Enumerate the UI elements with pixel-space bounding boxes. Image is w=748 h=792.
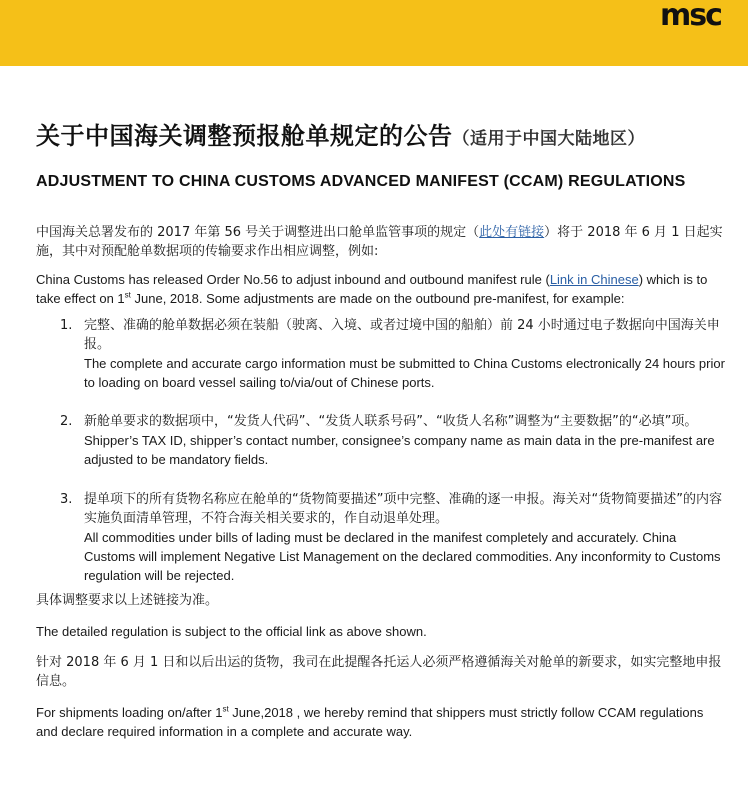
header-bar — [0, 0, 748, 66]
list-item-number: 2. — [60, 414, 73, 429]
closing-chinese-2: 针对 2018 年 6 月 1 日和以后出运的货物，我司在此提醒各托运人必须严格遵循海关对舱单的新要求，如实完整地申报信息。 — [36, 655, 722, 689]
list-item — [36, 412, 726, 469]
list-item-chinese: 提单项下的所有货物名称应在舱单的“货物简要描述”项中完整、准确的逐一申报。海关对“货物简要描述”的内容实施负面清单管理，不符合海关相关要求的，作自动退单处理。 — [84, 492, 722, 526]
link-in-chinese[interactable]: Link in Chinese — [549, 272, 639, 287]
title-chinese: 关于中国海关调整预报舱单规定的公告（适用于中国大陆地区） — [36, 121, 645, 150]
title-chinese-suffix: （适用于中国大陆地区） — [452, 129, 645, 149]
list-item-number: 1. — [60, 318, 73, 333]
list-item-english: Shipper’s TAX ID, shipper’s contact number, consignee’s company name as main data in the pre-manifest are adjusted to be mandatory fields. — [84, 433, 715, 467]
list-item — [36, 490, 726, 585]
adjustment-list — [36, 316, 726, 585]
intro-english: China Customs has released Order No.56 to adjust inbound and outbound manifest rule (Link in Chinese) which is to take effect on 1st June, 2018. Some adjustments are made on the outbound pre-manifest, for example: — [36, 272, 708, 306]
closing-english-1: The detailed regulation is subject to the official link as above shown. — [36, 624, 427, 639]
msc-logo — [660, 0, 721, 59]
list-item-chinese: 完整、准确的舱单数据必须在装船（驶离、入境、或者过境中国的船舶）前 24 小时通过电子数据向中国海关申报。 — [84, 318, 720, 352]
title-english: ADJUSTMENT TO CHINA CUSTOMS ADVANCED MANIFEST (CCAM) REGULATIONS — [36, 173, 686, 190]
list-item-number: 3. — [60, 492, 73, 507]
list-item-english: The complete and accurate cargo information must be submitted to China Customs electronically 24 hours prior to loading on board vessel sailing to/via/out of Chinese ports. — [84, 356, 725, 390]
list-item-chinese: 新舱单要求的数据项中，“发货人代码”、“发货人联系号码”、“收货人名称”调整为“主要数据”的“必填”项。 — [84, 414, 698, 429]
notice-page — [36, 66, 726, 741]
logo-text: msc — [660, 0, 721, 33]
intro-chinese: 中国海关总署发布的 2017 年第 56 号关于调整进出口舱单监管事项的规定（此处有链接）将于 2018 年 6 月 1 日起实施，其中对预配舱单数据项的传输要求作出相应调整，例如: — [36, 225, 723, 259]
list-item-english: All commodities under bills of lading must be declared in the manifest completely and accurately. China Customs will implement Negative List Management on the declared commodities. Any inconformity to Customs regulation will be rejected. — [84, 530, 721, 583]
closing-chinese-1: 具体调整要求以上述链接为准。 — [36, 593, 219, 608]
chinese-link[interactable]: 此处有链接 — [479, 225, 545, 240]
list-item — [36, 316, 726, 392]
closing-english-2: For shipments loading on/after 1st June,2018 , we hereby remind that shippers must strictly follow CCAM regulations and declare required information in a complete and accurate way. — [36, 704, 704, 739]
